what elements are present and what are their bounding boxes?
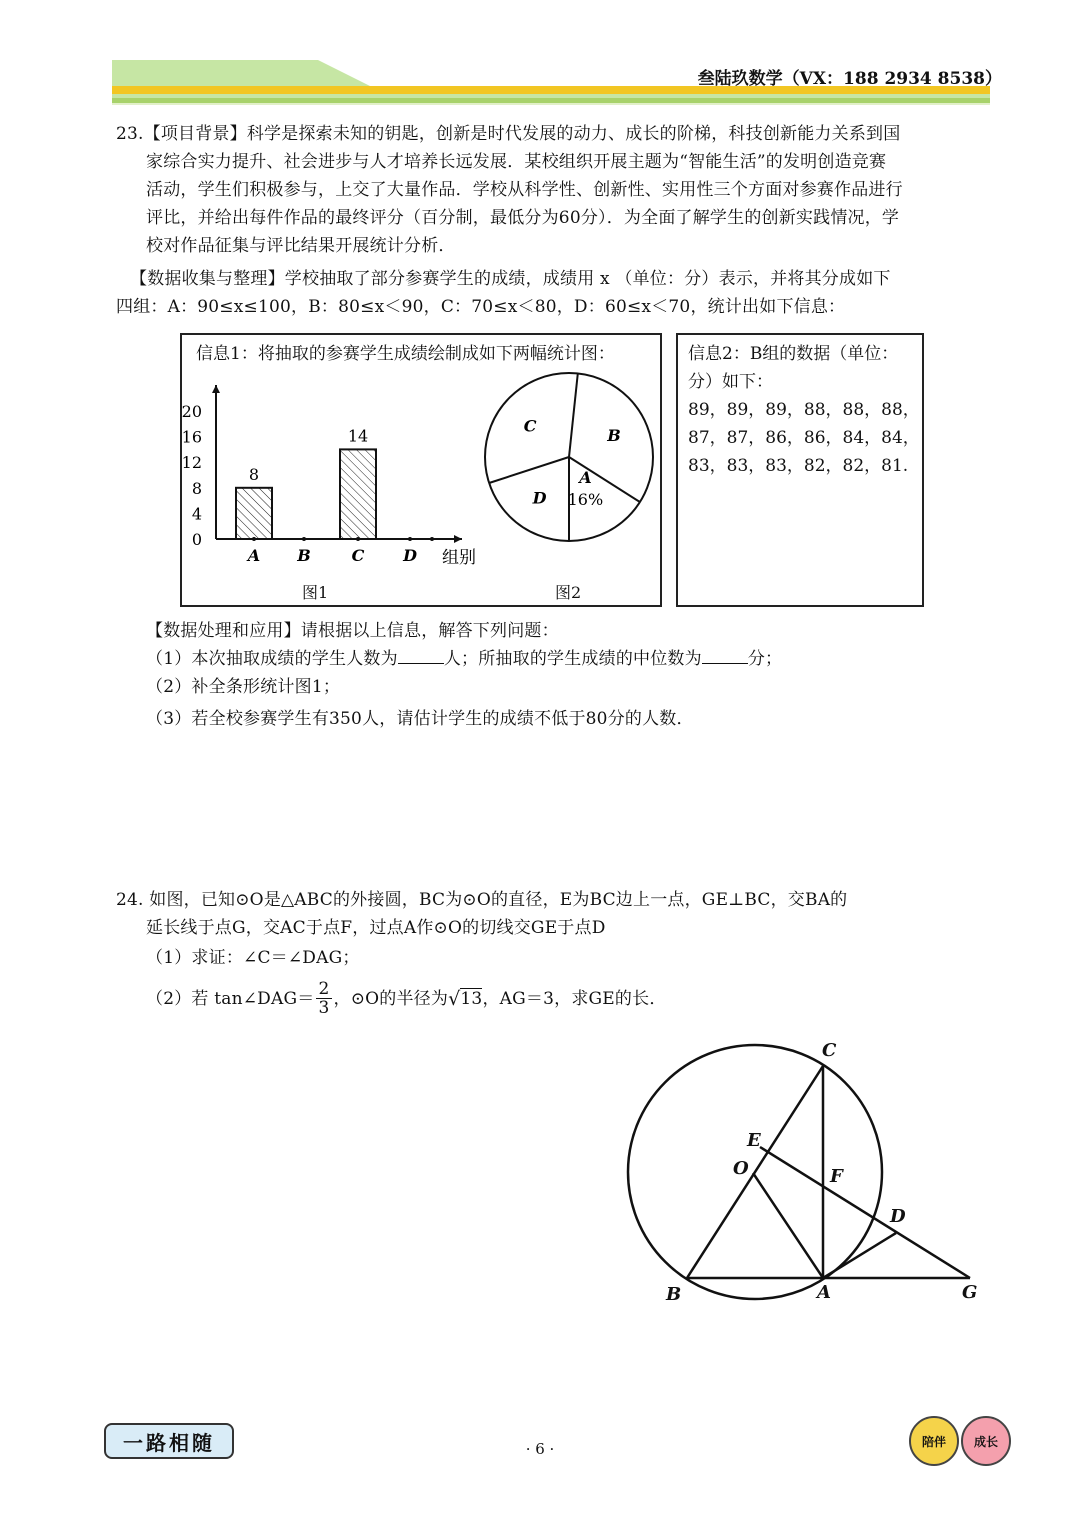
bar-ytick-label: 8 (191, 478, 202, 498)
info2-title-1: 信息2：B组的数据（单位： (688, 344, 899, 364)
q23-sub-2: （2）补全条形统计图1； (146, 677, 341, 697)
q23-line-2: 家综合实力提升、社会进步与人才培养长远发展．某校组织开展主题为“智能生活”的发明创造竞赛 (146, 152, 887, 172)
pie-label-d: D (532, 488, 547, 508)
q23-collect-line-1: 【数据收集与整理】学校抽取了部分参赛学生的成绩，成绩用 x （单位：分）表示，并将其分成如下 (130, 269, 891, 289)
bar-chart (182, 385, 476, 568)
label-b: B (666, 1284, 682, 1305)
pie-label-a: A (579, 467, 592, 487)
pie-label-c: C (523, 416, 537, 436)
label-d: D (890, 1206, 906, 1227)
q23-sub-1 (146, 645, 782, 673)
bar-xtick-label-d: D (403, 546, 417, 565)
bar-ytick-label: 12 (181, 453, 202, 473)
bar-y-axis-arrow (212, 385, 220, 393)
stamp-companion: 陪伴 (909, 1416, 959, 1466)
footer-badge: 一路相随 (104, 1423, 234, 1459)
bar-x-tick (302, 537, 306, 541)
answer-blank-2[interactable] (702, 645, 748, 664)
bar-a (236, 488, 272, 539)
segment-eg (760, 1147, 970, 1278)
label-e: E (747, 1130, 761, 1151)
sqrt-arg: 13 (460, 989, 483, 1009)
label-a: A (817, 1282, 831, 1303)
pie-chart (485, 373, 653, 541)
bar-x-axis-label: 组别 (442, 548, 476, 568)
segment-oa (753, 1173, 823, 1278)
q23-sub-3: （3）若全校参赛学生有350人，请估计学生的成绩不低于80分的人数． (146, 709, 694, 729)
label-c: C (822, 1040, 837, 1061)
bar-ytick-label: 16 (181, 427, 202, 447)
answer-blank-1[interactable] (398, 645, 444, 664)
q24-sub-2-c: ，AG＝3，求GE的长． (482, 988, 667, 1009)
q23-collect-line-2: 四组：A：90≤x≤100，B：80≤x＜90，C：70≤x＜80，D：60≤x＜70，统计出如下信息： (116, 297, 846, 317)
fig2-caption: 图2 (555, 583, 582, 602)
info2-frame (676, 333, 924, 607)
q23-process-title: 【数据处理和应用】请根据以上信息，解答下列问题： (146, 621, 559, 641)
q23-sub-1-b: 人；所抽取的学生成绩的中位数为 (443, 649, 702, 669)
header-decoration (0, 0, 1080, 112)
q23-line-4: 评比，并给出每件作品的最终评分（百分制，最低分为60分）．为全面了解学生的创新实践情况，学 (146, 208, 900, 228)
q23-line-5: 校对作品征集与评比结果开展统计分析． (146, 236, 456, 256)
q24-sub-2-a: （2）若 tan∠DAG＝ (146, 988, 315, 1009)
pie-radius-line (489, 457, 569, 483)
q23-line-1: 23.【项目背景】科学是探索未知的钥匙，创新是时代发展的动力、成长的阶梯，科技创新能力关系到国 (116, 124, 901, 144)
fig1-caption: 图1 (302, 583, 329, 602)
info2-title-2: 分）如下： (688, 372, 773, 392)
label-g: G (962, 1282, 978, 1303)
bar-xtick-label-c: C (351, 546, 365, 565)
bar-x-tick (408, 537, 412, 541)
label-o: O (733, 1158, 749, 1179)
fraction (316, 980, 331, 1017)
pie-label-b: B (607, 426, 621, 446)
bar-xtick-label-a: A (247, 546, 261, 565)
bar-data-label-c: 14 (347, 426, 369, 446)
fraction-denominator: 3 (318, 998, 330, 1018)
fraction-numerator: 2 (318, 979, 330, 999)
page-number: · 6 · (525, 1440, 555, 1458)
info1-title: 信息1：将抽取的参赛学生成绩绘制成如下两幅统计图： (196, 344, 615, 364)
bar-x-tick (430, 537, 434, 541)
bar-ytick-label: 4 (191, 504, 202, 524)
info2-row-1: 89，89，89，88，88，88， (688, 400, 920, 420)
geometry-figure (600, 1030, 1020, 1310)
pie-percent-a: 16% (567, 489, 604, 509)
sqrt-icon: √ (448, 987, 461, 1010)
info2-row-3: 83，83，83，82，82，81. (688, 456, 909, 476)
bar-ytick-label: 20 (181, 402, 202, 421)
q24-sub-2-b: ，⊙O的半径为 (333, 988, 449, 1009)
info2-row-2: 87，87，86，86，84，84， (688, 428, 920, 448)
header-lime-bar (112, 98, 990, 103)
q24-line-1: 24. 如图，已知⊙O是△ABC的外接圆，BC为⊙O的直径，E为BC边上一点，GE⊥BC，交BA的 (116, 890, 848, 910)
segment-ad (823, 1233, 896, 1278)
q24-sub-2 (146, 980, 667, 1017)
bar-xtick-label-b: B (297, 546, 311, 565)
header-brand: 叁陆玖数学（VX：188 2934 8538） (697, 69, 1002, 89)
q23-sub-1-a: （1）本次抽取成绩的学生人数为 (146, 649, 398, 669)
stamp-growth: 成长 (961, 1416, 1011, 1466)
bar-data-label-a: 8 (248, 464, 260, 484)
q23-line-3: 活动，学生们积极参与，上交了大量作品．学校从科学性、创新性、实用性三个方面对参赛作品进行 (146, 180, 903, 200)
bar-x-axis-arrow (454, 535, 462, 543)
info1-charts (180, 333, 662, 607)
label-f: F (830, 1166, 843, 1187)
header-rule (112, 103, 990, 105)
pie-radius-line (569, 374, 578, 458)
q24-sub-1: （1）求证：∠C＝∠DAG； (146, 948, 360, 968)
q24-line-2: 延长线于点G，交AC于点F，过点A作⊙O的切线交GE于点D (146, 918, 606, 938)
bar-c (340, 449, 376, 539)
q23-sub-1-c: 分； (747, 649, 783, 669)
bar-ytick-label: 0 (191, 530, 202, 549)
